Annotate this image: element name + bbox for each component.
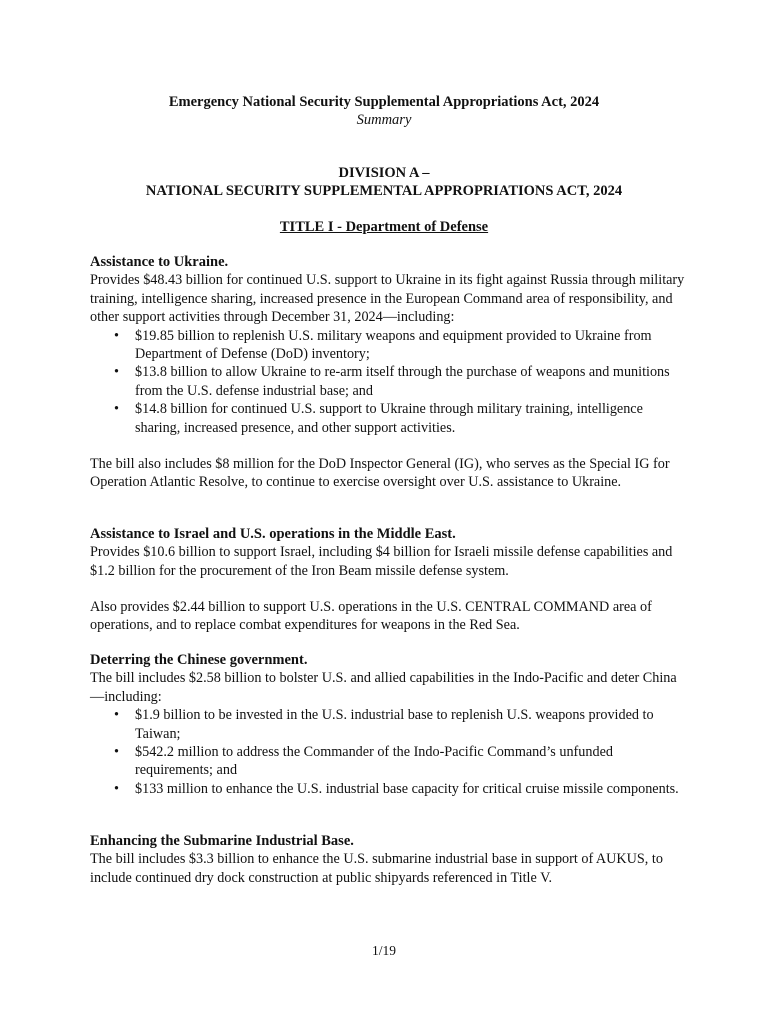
- document-title: Emergency National Security Supplemental Appropriations Act, 2024: [168, 94, 600, 110]
- israel-paragraph-2-block: [90, 598, 690, 635]
- ukraine-intro: Provides $48.43 billion for continued U.S. support to Ukraine in its fight against Russia through military training, intelligence sharing, increased presence in the European Command area of responsibility, and other support activities through December 31, 2024—including:: [90, 272, 685, 326]
- division-name: NATIONAL SECURITY SUPPLEMENTAL APPROPRIATIONS ACT, 2024: [145, 183, 623, 199]
- china-bullet-list: [90, 706, 690, 798]
- section-heading-ukraine: Assistance to Ukraine.: [90, 254, 229, 270]
- israel-paragraph-1: Provides $10.6 billion to support Israel, including $4 billion for Israeli missile defense capabilities and $1.2 billion for the procurement of the Iron Beam missile defense system.: [90, 544, 673, 579]
- document-subtitle: Summary: [356, 112, 412, 128]
- list-item: • $13.8 billion to allow Ukraine to re-arm itself through the purchase of weapons and munitions from the U.S. defense industrial base; and: [90, 363, 690, 400]
- section-heading-china: Deterring the Chinese government.: [90, 652, 308, 668]
- submarine-paragraph: The bill includes $3.3 billion to enhance the U.S. submarine industrial base in support of AUKUS, to include continued dry dock construction at public shipyards referenced in Title V.: [90, 851, 663, 886]
- section-heading-israel: Assistance to Israel and U.S. operations in the Middle East.: [90, 526, 456, 542]
- list-item: • $1.9 billion to be invested in the U.S. industrial base to replenish U.S. weapons provided to Taiwan;: [90, 706, 690, 743]
- section-ukraine: [90, 253, 690, 437]
- division-label: DIVISION A –: [338, 165, 430, 181]
- ukraine-ig-text: The bill also includes $8 million for the DoD Inspector General (IG), who serves as the Special IG for Operation Atlantic Resolve, to continue to exercise oversight over U.S. assistance to Ukraine.: [90, 456, 670, 491]
- section-submarine: [90, 832, 690, 887]
- list-item: • $542.2 million to address the Commander of the Indo-Pacific Command’s unfunded requirements; and: [90, 743, 690, 780]
- china-intro: The bill includes $2.58 billion to bolster U.S. and allied capabilities in the Indo-Pacific and deter China—including:: [90, 670, 677, 705]
- section-china: [90, 651, 690, 798]
- section-heading-submarine: Enhancing the Submarine Industrial Base.: [90, 833, 354, 849]
- list-item: • $14.8 billion for continued U.S. support to Ukraine through military training, intelligence sharing, increased presence, and other support activities.: [90, 400, 690, 437]
- title-heading: [0, 219, 768, 236]
- ukraine-ig-paragraph: [90, 455, 690, 492]
- title-heading-text: TITLE I - Department of Defense: [279, 219, 489, 235]
- list-item: • $19.85 billion to replenish U.S. military weapons and equipment provided to Ukraine from Department of Defense (DoD) inventory;: [90, 327, 690, 364]
- israel-paragraph-2: Also provides $2.44 billion to support U.S. operations in the U.S. CENTRAL COMMAND area of operations, and to replace combat expenditures for weapons in the Red Sea.: [90, 599, 652, 634]
- list-item: • $133 million to enhance the U.S. industrial base capacity for critical cruise missile components.: [90, 780, 690, 798]
- page-number: 1/19: [371, 943, 396, 958]
- ukraine-bullet-list: [90, 327, 690, 437]
- section-israel: [90, 525, 690, 580]
